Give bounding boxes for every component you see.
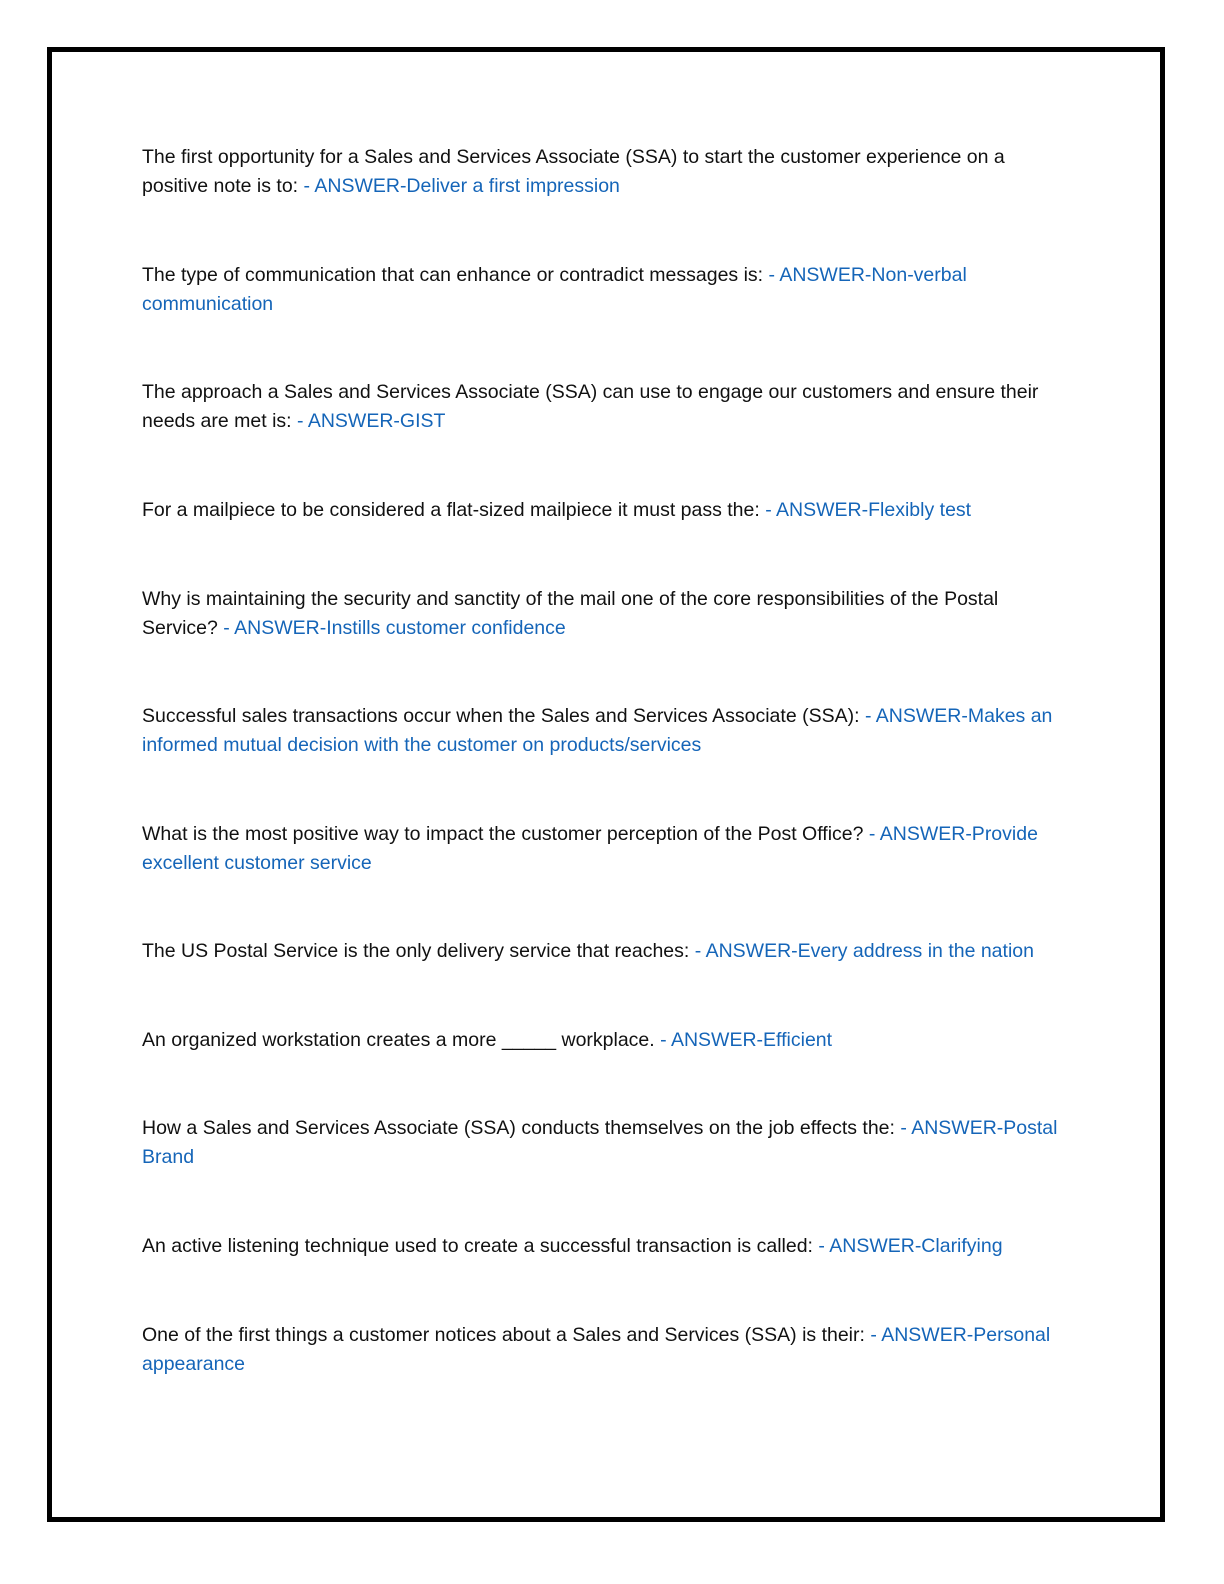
question-text: The US Postal Service is the only delivery service that reaches: [142, 940, 695, 962]
qa-item [142, 937, 1072, 966]
question-text: How a Sales and Services Associate (SSA) conducts themselves on the job effects the: [142, 1117, 901, 1139]
answer-text: - ANSWER-GIST [297, 410, 446, 432]
qa-item [142, 261, 1072, 319]
question-text: An organized workstation creates a more _____ workplace. [142, 1029, 661, 1051]
qa-item [142, 1026, 1072, 1055]
question-text: The first opportunity for a Sales and Services Associate (SSA) to start the customer experience on a positive note is to: [142, 146, 1005, 197]
qa-item [142, 702, 1072, 760]
answer-text: - ANSWER-Makes an informed mutual decision with the customer on products/services [142, 705, 1053, 756]
qa-item [142, 820, 1072, 878]
answer-text: - ANSWER-Every address in the nation [694, 940, 1034, 962]
answer-text: - ANSWER-Provide excellent customer service [142, 823, 1038, 874]
qa-item [142, 143, 1072, 201]
answer-text: - ANSWER-Deliver a first impression [303, 175, 620, 197]
qa-item [142, 496, 1072, 525]
answer-text: - ANSWER-Postal Brand [142, 1117, 1058, 1168]
answer-text: - ANSWER-Flexibly test [765, 499, 972, 521]
answer-text: - ANSWER-Personal appearance [142, 1324, 1051, 1375]
qa-item [142, 1232, 1072, 1261]
question-text: The type of communication that can enhance or contradict messages is: [142, 264, 769, 286]
question-text: For a mailpiece to be considered a flat-sized mailpiece it must pass the: [142, 499, 766, 521]
qa-item [142, 1114, 1072, 1172]
qa-item [142, 1321, 1072, 1379]
question-text: One of the first things a customer notices about a Sales and Services (SSA) is their: [142, 1324, 871, 1346]
question-text: The approach a Sales and Services Associate (SSA) can use to engage our customers and ensure their needs are met is: [142, 381, 1039, 432]
question-text: Successful sales transactions occur when the Sales and Services Associate (SSA): [142, 705, 865, 727]
question-text: An active listening technique used to create a successful transaction is called: [142, 1235, 819, 1257]
answer-text: - ANSWER-Clarifying [818, 1235, 1003, 1257]
question-text: Why is maintaining the security and sanctity of the mail one of the core responsibilities of the Postal Service? [142, 588, 999, 639]
answer-text: - ANSWER-Non-verbal communication [142, 264, 967, 315]
qa-item [142, 378, 1072, 436]
answer-text: - ANSWER-Instills customer confidence [223, 617, 566, 639]
question-text: What is the most positive way to impact the customer perception of the Post Office? [142, 823, 869, 845]
answer-text: - ANSWER-Efficient [660, 1029, 833, 1051]
qa-item [142, 585, 1072, 643]
